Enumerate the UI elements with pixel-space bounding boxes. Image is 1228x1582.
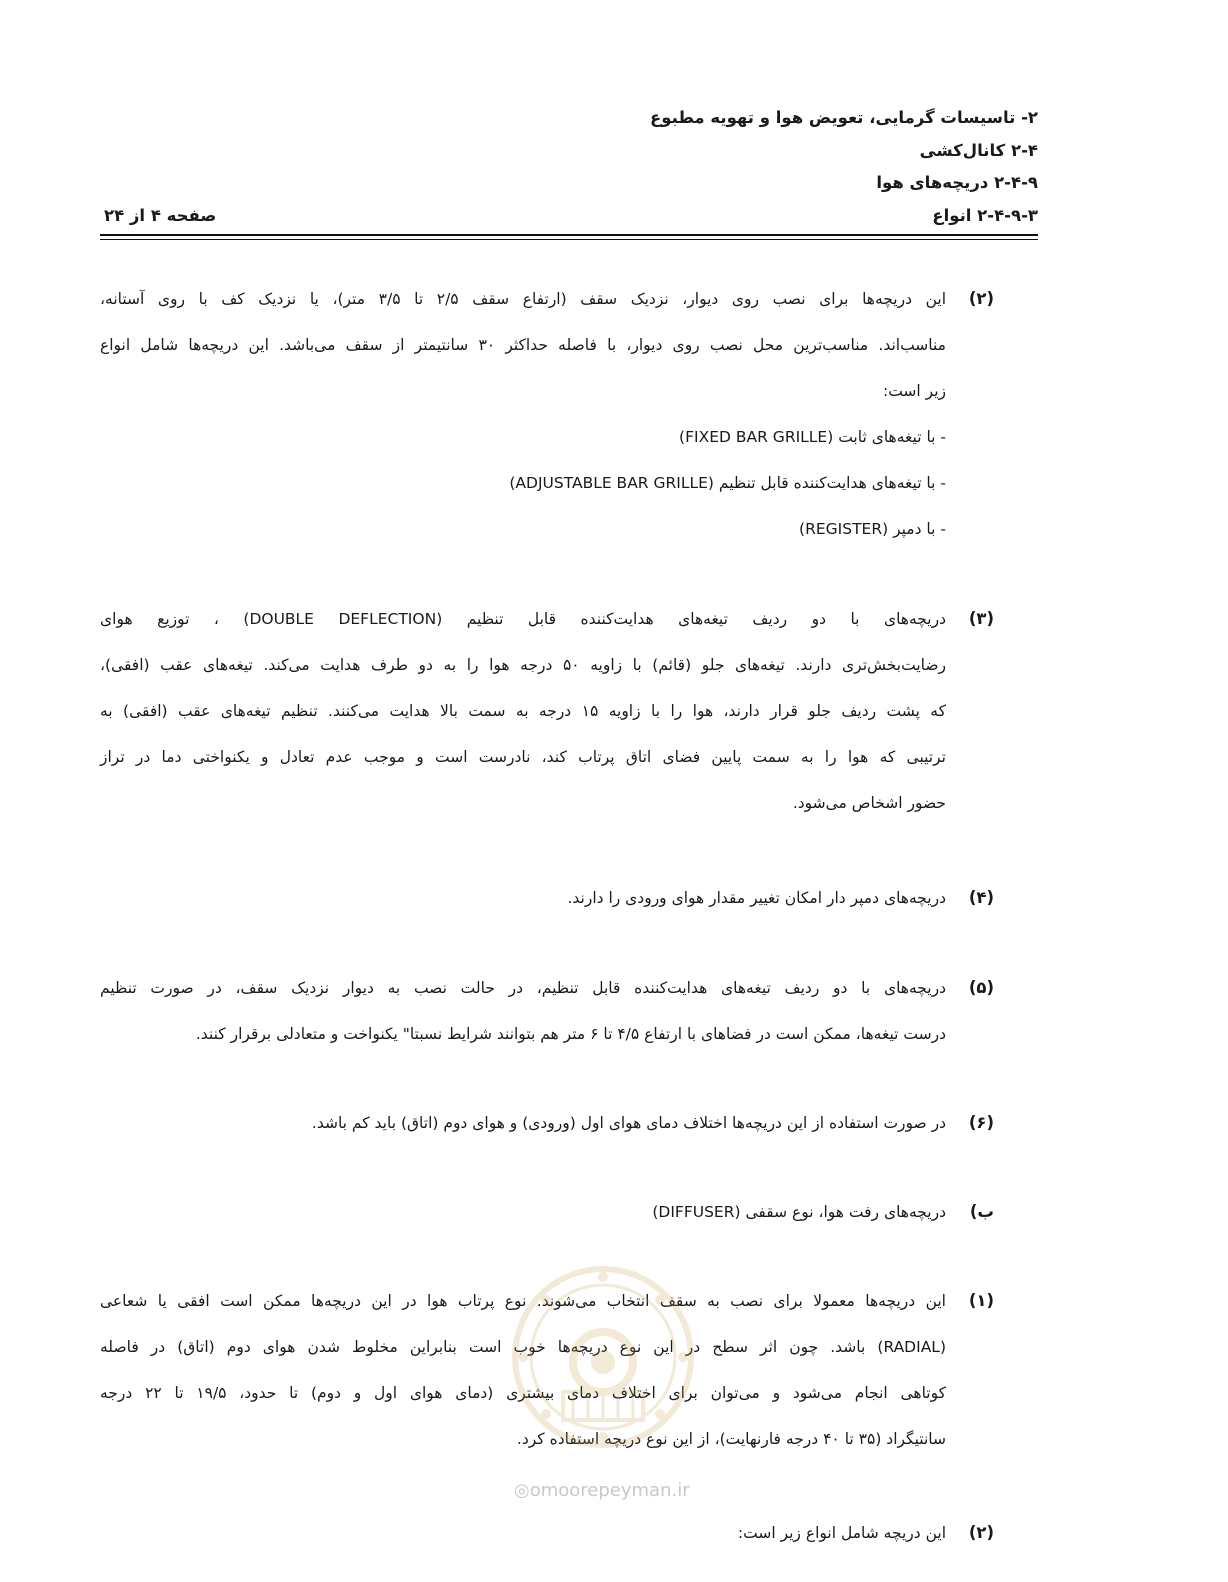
- header-divider-thin: [100, 239, 1038, 240]
- paragraph-text: [100, 596, 946, 826]
- header-section-title: ۲- تاسیسات گرمایی، تعویض هوا و تهویه مطبوع: [649, 108, 1038, 127]
- watermark-site: [514, 1480, 690, 1501]
- text-line: دریچه‌های دمپر دار امکان تغییر مقدار هوای ورودی را دارند.: [567, 889, 946, 907]
- paragraph-text: [100, 1100, 946, 1146]
- header-divider: [100, 234, 1038, 236]
- paragraph-text: [100, 276, 946, 414]
- watermark-logo-icon: ◎: [514, 1480, 530, 1501]
- text-line: مناسب‌اند. مناسب‌ترین محل نصب روی دیوار، با فاصله حداکثر ۳۰ سانتیمتر از سقف می‌باشد. این دریچه‌ها شامل انواع: [100, 336, 946, 354]
- text-line: (RADIAL) باشد. چون اثر سطح در این نوع دریچه‌ها خوب است بنابراین مخلوط شدن هوای دوم (اتاق) در فاصله: [100, 1338, 946, 1356]
- text-line: درست تیغه‌ها، ممکن است در فضاهای با ارتفاع ۴/۵ تا ۶ متر هم بتوانند شرایط نسبتا" یکنواخت و متعادلی برقرار کنند.: [195, 1025, 946, 1043]
- section-letter: ب): [969, 1202, 994, 1221]
- paragraph-number: (۲): [968, 1523, 994, 1542]
- header-topic-title: ۲-۴-۹-۳ انواع: [932, 206, 1038, 225]
- page-number: صفحه ۴ از ۲۴: [104, 206, 217, 225]
- watermark-seal-icon: [508, 1262, 698, 1452]
- paragraph-b2: [100, 1510, 994, 1556]
- text-line: ترتیبی که هوا را به سمت پایین فضای اتاق پرتاب کند، نادرست است و موجب عدم تعادل و یکنواختی دما در تراز: [100, 748, 946, 766]
- paragraph-6: [100, 1100, 994, 1146]
- paragraph-text: [100, 1189, 946, 1235]
- header-subsubsection-title: ۲-۴-۹ دریچه‌های هوا: [876, 173, 1038, 192]
- text-line: در صورت استفاده از این دریچه‌ها اختلاف دمای هوای اول (ورودی) و هوای دوم (اتاق) باید کم باشد.: [311, 1114, 946, 1132]
- paragraph-number: (۴): [968, 888, 994, 907]
- section-b-heading: [100, 1189, 994, 1235]
- text-line: زیر است:: [882, 382, 946, 400]
- bullet-item: - با دمپر (REGISTER): [799, 520, 946, 538]
- paragraph-4: [100, 875, 994, 921]
- bullet-item: - با تیغه‌های هدایت‌کننده قابل تنظیم (ADJUSTABLE BAR GRILLE): [509, 474, 946, 492]
- text-line: دریچه‌های رفت هوا، نوع سقفی (DIFFUSER): [652, 1203, 946, 1221]
- text-line: دریچه‌های با دو ردیف تیغه‌های هدایت‌کننده قابل تنظیم (DOUBLE DEFLECTION) ، توزیع هوای: [100, 610, 946, 628]
- text-line: دریچه‌های با دو ردیف تیغه‌های هدایت‌کننده قابل تنظیم، در حالت نصب به دیوار نزدیک سقف، در صورت تنظیم: [100, 979, 946, 997]
- header-subsection-title: ۲-۴ کانال‌کشی: [919, 141, 1038, 160]
- paragraph-text: [100, 1510, 946, 1556]
- text-line: کوتاهی انجام می‌شود و می‌توان برای اختلاف دمای بیشتری (دمای هوای اول و دوم) تا حدود، ۱۹/۵ تا ۲۲ درجه: [100, 1384, 946, 1402]
- text-line: این دریچه‌ها برای نصب روی دیوار، نزدیک سقف (ارتفاع سقف ۲/۵ تا ۳/۵ متر)، یا نزدیک کف با روی آستانه،: [100, 290, 946, 308]
- text-line: که پشت ردیف جلو قرار دارند، هوا را با زاویه ۱۵ درجه به سمت بالا هدایت می‌کنند. تنظیم تیغه‌های عقب (افقی) به: [100, 702, 946, 720]
- paragraph-3: [100, 596, 994, 826]
- paragraph-number: (۱): [968, 1291, 994, 1310]
- watermark-site-label: omoorepeyman.ir: [529, 1480, 690, 1501]
- bullet-item: - با تیغه‌های ثابت (FIXED BAR GRILLE): [679, 428, 946, 446]
- text-line: حضور اشخاص می‌شود.: [792, 794, 946, 812]
- paragraph-number: (۶): [968, 1113, 994, 1132]
- text-line: سانتیگراد (۳۵ تا ۴۰ درجه فارنهایت)، از این نوع دریچه استفاده کرد.: [516, 1430, 946, 1448]
- text-line: این دریچه‌ها معمولا برای نصب به سقف انتخاب می‌شوند. نوع پرتاب هوا در این دریچه‌ها ممکن است افقی یا شعاعی: [100, 1292, 946, 1310]
- paragraph-text: [100, 875, 946, 921]
- paragraph-number: (۲): [968, 289, 994, 308]
- paragraph-number: (۵): [968, 978, 994, 997]
- text-line: رضایت‌بخش‌تری دارند. تیغه‌های جلو (قائم) با زاویه ۵۰ درجه هوا را به دو طرف هدایت می‌کند. تیغه‌های عقب (افقی)،: [100, 656, 946, 674]
- paragraph-5: [100, 965, 994, 1057]
- paragraph-text: [100, 965, 946, 1057]
- paragraph-number: (۳): [968, 609, 994, 628]
- text-line: این دریچه شامل انواع زیر است:: [737, 1524, 946, 1542]
- paragraph-2: [100, 276, 994, 552]
